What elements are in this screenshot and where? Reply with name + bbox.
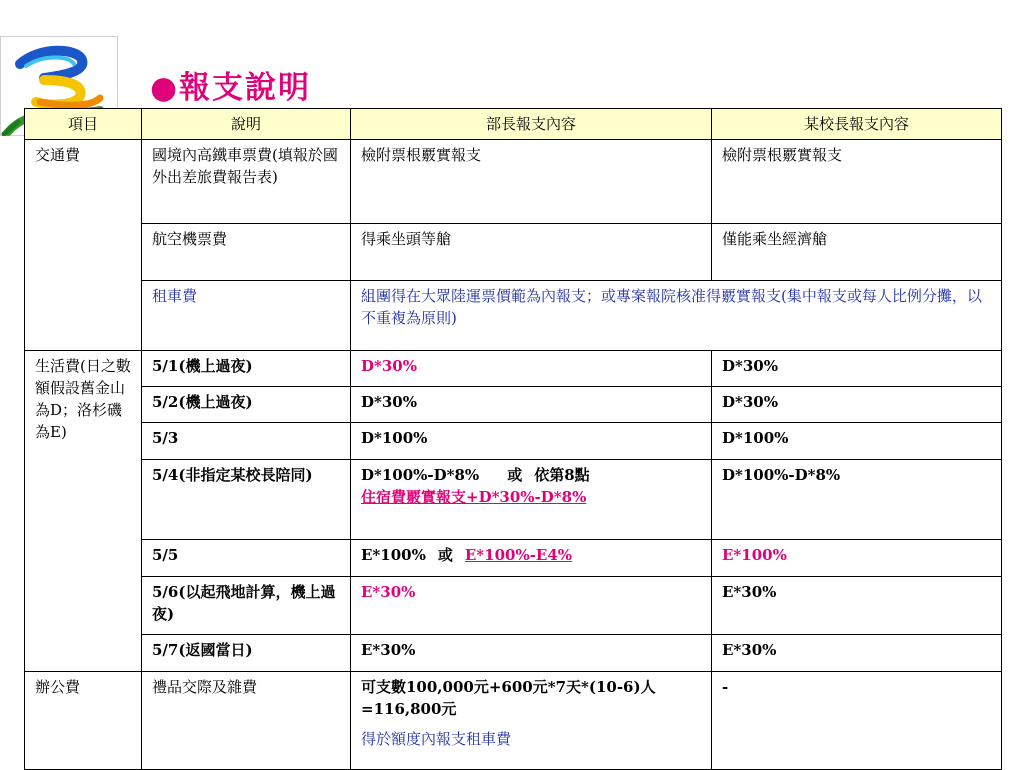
- header-desc: 說明: [142, 109, 351, 140]
- principal-cell: E*100%: [712, 540, 1002, 577]
- principal-air: 僅能乘坐經濟艙: [712, 224, 1002, 281]
- page-title: ●報支說明: [150, 70, 312, 106]
- minister-option-c: 住宿費覈實報支+D*30%-D*8%: [361, 488, 587, 506]
- or-text: 或: [437, 546, 453, 564]
- date-cell: 5/6(以起飛地計算，機上過夜): [142, 577, 351, 635]
- date-cell: 5/7(返國當日): [142, 635, 351, 672]
- date-cell: 5/4(非指定某校長陪同): [142, 460, 351, 540]
- table-row: [25, 577, 1002, 635]
- principal-cell: D*100%: [712, 423, 1002, 460]
- header-principal: 某校長報支內容: [712, 109, 1002, 140]
- minister-option-b: E*100%-E4%: [464, 546, 573, 564]
- principal-office: -: [712, 672, 1002, 770]
- minister-option-a: D*100%-D*8%: [361, 466, 480, 484]
- table-row: [25, 224, 1002, 281]
- minister-cell: D*30%: [351, 387, 712, 423]
- principal-rail: 檢附票根覈實報支: [712, 140, 1002, 224]
- header-item: 項目: [25, 109, 142, 140]
- office-budget: 可支數100,000元+600元*7天*(10-6)人=116,800元: [361, 678, 656, 718]
- minister-cell: [351, 460, 712, 540]
- date-cell: 5/5: [142, 540, 351, 577]
- minister-cell: [351, 540, 712, 577]
- principal-cell: D*30%: [712, 387, 1002, 423]
- date-cell: 5/3: [142, 423, 351, 460]
- minister-option-a: E*100%: [361, 546, 426, 564]
- minister-cell: E*30%: [351, 577, 712, 635]
- category-office: 辦公費: [25, 672, 142, 770]
- principal-cell: E*30%: [712, 577, 1002, 635]
- minister-air: 得乘坐頭等艙: [351, 224, 712, 281]
- table-row: [25, 460, 1002, 540]
- date-cell: 5/2(機上過夜): [142, 387, 351, 423]
- desc-office: 禮品交際及雜費: [142, 672, 351, 770]
- category-transport: 交通費: [25, 140, 142, 351]
- category-living: 生活費(日之數額假設舊金山為D；洛杉磯為E): [25, 351, 142, 672]
- principal-cell: E*30%: [712, 635, 1002, 672]
- table-header-row: [25, 109, 1002, 140]
- minister-cell: D*100%: [351, 423, 712, 460]
- header-minister: 部長報支內容: [351, 109, 712, 140]
- table-row: [25, 423, 1002, 460]
- desc-rail: 國境內高鐵車票費(填報於國外出差旅費報告表): [142, 140, 351, 224]
- table-row: [25, 351, 1002, 387]
- table-row: [25, 635, 1002, 672]
- minister-cell: E*30%: [351, 635, 712, 672]
- minister-cell: D*30%: [351, 351, 712, 387]
- desc-air: 航空機票費: [142, 224, 351, 281]
- principal-cell: D*100%-D*8%: [712, 460, 1002, 540]
- principal-cell: D*30%: [712, 351, 1002, 387]
- car-merged-cell: 組團得在大眾陸運票價範為內報支；或專案報院核准得覈實報支(集中報支或每人比例分攤，以不重複為原則): [351, 281, 1002, 351]
- office-car-note: 得於額度內報支租車費: [361, 730, 512, 748]
- date-cell: 5/1(機上過夜): [142, 351, 351, 387]
- or-text: 或: [507, 466, 523, 484]
- minister-rail: 檢附票根覈實報支: [351, 140, 712, 224]
- table-row: [25, 281, 1002, 351]
- table-row: [25, 387, 1002, 423]
- table-row: [25, 140, 1002, 224]
- table-row: [25, 540, 1002, 577]
- minister-option-b: 依第8點: [534, 466, 590, 484]
- table-row: [25, 672, 1002, 770]
- expense-table: [24, 108, 1002, 770]
- desc-car: 租車費: [142, 281, 351, 351]
- minister-office: [351, 672, 712, 770]
